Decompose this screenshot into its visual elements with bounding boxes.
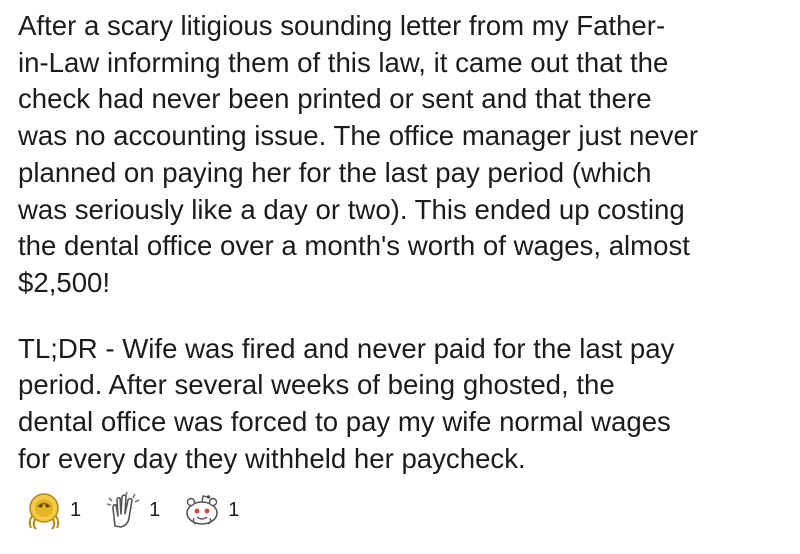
text-line: check had never been printed or sent and that there — [18, 83, 652, 115]
award-laurel[interactable] — [22, 488, 81, 532]
clapping-hands-award-icon — [101, 488, 145, 532]
paragraph-gap — [18, 302, 788, 331]
text-line: was seriously like a day or two). This ended up costing — [18, 193, 685, 225]
award-wholesome[interactable] — [180, 488, 239, 532]
award-count: 1 — [228, 498, 240, 521]
award-count: 1 — [149, 498, 161, 521]
laurel-award-icon — [22, 488, 66, 532]
comment-paragraph-2 — [18, 331, 788, 478]
text-line: in-Law informing them of this law, it came out that the — [18, 46, 669, 78]
text-line: $2,500! — [18, 266, 111, 298]
wholesome-award-icon — [180, 488, 224, 532]
comment-body — [18, 8, 788, 477]
awards-bar — [22, 485, 259, 535]
text-line: was no accounting issue. The office manager just never — [18, 120, 699, 152]
text-line: for every day they withheld her paycheck. — [18, 442, 526, 474]
comment-paragraph-1 — [18, 8, 788, 302]
text-line: TL;DR - Wife was fired and never paid for the last pay — [18, 332, 675, 364]
text-line: the dental office over a month's worth of wages, almost — [18, 230, 690, 262]
award-clap[interactable] — [101, 488, 160, 532]
text-line: dental office was forced to pay my wife normal wages — [18, 406, 671, 438]
text-line: period. After several weeks of being ghosted, the — [18, 369, 615, 401]
award-count: 1 — [70, 498, 82, 521]
text-line: planned on paying her for the last pay period (which — [18, 156, 652, 188]
text-line: After a scary litigious sounding letter from my Father- — [18, 10, 666, 41]
